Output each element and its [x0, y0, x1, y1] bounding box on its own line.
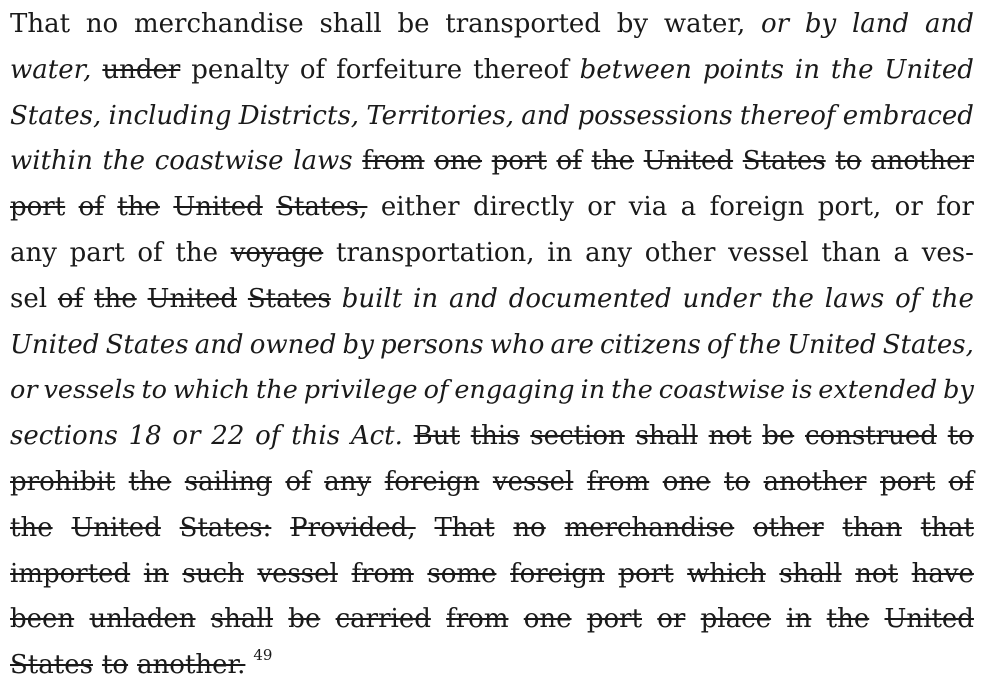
inserted-word: between [579, 54, 692, 85]
text-line [10, 277, 974, 321]
word: transported [445, 9, 601, 39]
struck-word: which [687, 558, 766, 589]
inserted-word: of [255, 421, 281, 452]
struck-word: of [78, 192, 104, 223]
inserted-word: the [771, 283, 814, 314]
struck-word: States, [276, 192, 368, 223]
inserted-word: the [830, 54, 874, 85]
word: vessel [728, 238, 809, 268]
inserted-word: and [924, 9, 974, 39]
struck-word: imported [10, 558, 131, 589]
word: merchandise [133, 9, 304, 39]
inserted-word: sections [10, 421, 118, 452]
struck-word: United [884, 604, 974, 635]
text-line [10, 48, 974, 92]
inserted-word: under [682, 283, 761, 314]
word: shall [319, 9, 382, 39]
inserted-word: who [489, 329, 545, 360]
text-line [10, 368, 974, 412]
struck-word: any [324, 467, 372, 497]
struck-word: shall [635, 421, 698, 452]
word: via [628, 192, 668, 223]
text-line [10, 185, 974, 229]
text-line [10, 139, 974, 183]
struck-word: from [351, 558, 414, 589]
word: That [10, 9, 71, 39]
word: penalty [191, 54, 289, 85]
inserted-word: or [10, 375, 38, 406]
inserted-word: privilege [303, 375, 418, 406]
struck-word: States [10, 650, 93, 681]
text-line [10, 552, 974, 596]
inserted-word: United [884, 54, 974, 85]
word: the [175, 238, 218, 268]
word: forfeiture [336, 54, 463, 85]
struck-word: shall [210, 604, 274, 635]
struck-word: to [947, 421, 974, 452]
struck-word: unladen [89, 604, 196, 635]
word: by [616, 9, 649, 39]
word: or [587, 192, 616, 223]
inserted-word: coastwise [154, 146, 284, 177]
struck-word: merchandise [564, 512, 735, 543]
word: for [936, 192, 974, 223]
struck-word: one [434, 146, 483, 177]
inserted-word: possessions [577, 100, 733, 131]
inserted-word: States [105, 329, 189, 360]
word: a [680, 192, 697, 223]
word: sel [10, 283, 48, 314]
struck-word: to [101, 650, 129, 681]
inserted-word: land [851, 9, 910, 39]
inserted-word: United [787, 329, 877, 360]
inserted-word: 18 [128, 421, 162, 452]
word: water, [663, 9, 746, 39]
struck-word: States [742, 146, 826, 177]
inserted-word: United [10, 329, 100, 360]
struck-word: sailing [184, 467, 272, 497]
struck-word: port [879, 467, 936, 497]
struck-word: the [826, 604, 870, 635]
struck-word: port [491, 146, 547, 177]
struck-word: one [523, 604, 572, 635]
word: any [585, 238, 633, 268]
inserted-word: laws [293, 146, 353, 177]
footnote-marker[interactable]: 49 [253, 646, 273, 665]
struck-word: been [10, 604, 75, 635]
struck-word: That [434, 512, 495, 543]
struck-word: not [708, 421, 752, 452]
inserted-word: persons [380, 329, 484, 360]
inserted-word: documented [508, 283, 672, 314]
text-line [10, 597, 974, 641]
struck-word: shall [779, 558, 842, 589]
inserted-word: built [341, 283, 403, 314]
struck-word: port [10, 192, 66, 223]
struck-word: in [143, 558, 169, 589]
struck-word: section [530, 421, 625, 452]
struck-word: one [662, 467, 711, 497]
struck-word: United [643, 146, 734, 177]
inserted-word: laws [824, 283, 885, 314]
struck-word: Provided, [290, 512, 416, 543]
struck-word: to [835, 146, 862, 177]
inserted-word: extended [818, 375, 938, 406]
inserted-word: including [108, 100, 232, 131]
word: ves- [921, 238, 974, 268]
struck-word: in [786, 604, 812, 635]
text-line [10, 506, 974, 550]
inserted-word: in [794, 54, 820, 85]
inserted-word: Territories, [366, 100, 515, 131]
word: any [10, 238, 57, 268]
struck-word: to [723, 467, 751, 497]
struck-word: not [855, 558, 899, 589]
inserted-word: and [521, 100, 571, 131]
inserted-word: to [141, 375, 168, 406]
struck-word: port [586, 604, 642, 635]
struck-word: another. [137, 650, 246, 681]
struck-word: the [128, 467, 172, 497]
struck-word: from [362, 146, 425, 177]
word: foreign [709, 192, 805, 223]
struck-word: the [117, 192, 160, 223]
inserted-word: thereof [739, 100, 836, 131]
word: or [894, 192, 923, 223]
word: a [893, 238, 909, 268]
inserted-word: and [448, 283, 498, 314]
text-line [10, 2, 974, 46]
struck-word: from [446, 604, 509, 635]
struck-word: But [413, 421, 460, 452]
inserted-word: embraced [842, 100, 974, 131]
inserted-word: of [423, 375, 449, 406]
struck-word: vessel [257, 558, 338, 589]
struck-word: of [57, 283, 84, 314]
inserted-word: and [194, 329, 244, 360]
word: part [69, 238, 125, 268]
inserted-word: water, [10, 54, 92, 85]
inserted-word: citizens [599, 329, 701, 360]
struck-word: foreign [384, 467, 480, 497]
inserted-word: or [761, 9, 790, 39]
text-line [10, 460, 974, 504]
text-line [10, 94, 974, 138]
inserted-word: by [804, 9, 837, 39]
inserted-word: engaging [454, 375, 575, 406]
inserted-word: States, [10, 100, 102, 131]
inserted-word: 22 [211, 421, 245, 452]
word: in [547, 238, 573, 268]
inserted-word: vessels [43, 375, 136, 406]
struck-word: such [182, 558, 244, 589]
inserted-word: within [10, 146, 93, 177]
struck-word: some [427, 558, 497, 589]
text-line [10, 414, 974, 458]
struck-word: United [147, 283, 237, 314]
struck-word: this [470, 421, 520, 452]
word: port, [817, 192, 882, 223]
word: directly [472, 192, 574, 223]
inserted-word: States, [882, 329, 974, 360]
inserted-word: the [611, 375, 653, 406]
struck-word: no [513, 512, 546, 543]
inserted-word: of [895, 283, 921, 314]
struck-word: than [842, 512, 902, 543]
struck-word: under [102, 54, 181, 85]
struck-word: foreign [510, 558, 605, 589]
struck-word: United [173, 192, 263, 223]
struck-word: from [586, 467, 650, 497]
word: either [380, 192, 460, 223]
struck-word: that [920, 512, 974, 543]
word: other [644, 238, 716, 268]
word: thereof [473, 54, 569, 85]
struck-word: of [285, 467, 311, 497]
struck-word: be [762, 421, 795, 452]
inserted-word: or [172, 421, 201, 452]
inserted-word: Districts, [238, 100, 360, 131]
struck-word: vessel [492, 467, 574, 497]
inserted-word: points [702, 54, 784, 85]
inserted-word: the [102, 146, 146, 177]
inserted-word: of [706, 329, 733, 360]
text-line [10, 231, 974, 275]
inserted-word: the [256, 375, 298, 406]
struck-word: another [763, 467, 867, 497]
word: of [137, 238, 163, 268]
struck-word: or [657, 604, 686, 635]
inserted-word: the [738, 329, 781, 360]
struck-word: prohibit [10, 467, 116, 497]
inserted-word: Act. [350, 421, 403, 452]
struck-word: other [753, 512, 824, 543]
struck-word: have [911, 558, 974, 589]
inserted-word: in [580, 375, 606, 406]
struck-word: States [247, 283, 331, 314]
text-line [10, 643, 974, 687]
inserted-word: this [291, 421, 341, 452]
word: than [821, 238, 881, 268]
inserted-word: which [172, 375, 251, 406]
inserted-word: is [791, 375, 813, 406]
inserted-word: the [931, 283, 974, 314]
inserted-word: by [943, 375, 974, 406]
struck-word: construed [804, 421, 937, 452]
word: of [299, 54, 326, 85]
struck-word: of [948, 467, 974, 497]
text-line [10, 323, 974, 367]
word: transportation, [336, 238, 535, 268]
struck-word: of [556, 146, 582, 177]
inserted-word: owned [249, 329, 337, 360]
inserted-word: by [342, 329, 374, 360]
word: be [397, 9, 430, 39]
inserted-word: are [550, 329, 594, 360]
word: no [85, 9, 119, 39]
struck-word: port [618, 558, 674, 589]
inserted-word: in [413, 283, 439, 314]
struck-word: the [94, 283, 137, 314]
struck-word: the [591, 146, 634, 177]
struck-word: carried [335, 604, 431, 635]
struck-word: another [871, 146, 974, 177]
struck-word: the [10, 512, 53, 543]
struck-word: States: [179, 512, 272, 543]
struck-word: voyage [230, 238, 324, 268]
inserted-word: coastwise [658, 375, 786, 406]
struck-word: be [288, 604, 321, 635]
struck-word: place [700, 604, 772, 635]
struck-word: United [71, 512, 161, 543]
